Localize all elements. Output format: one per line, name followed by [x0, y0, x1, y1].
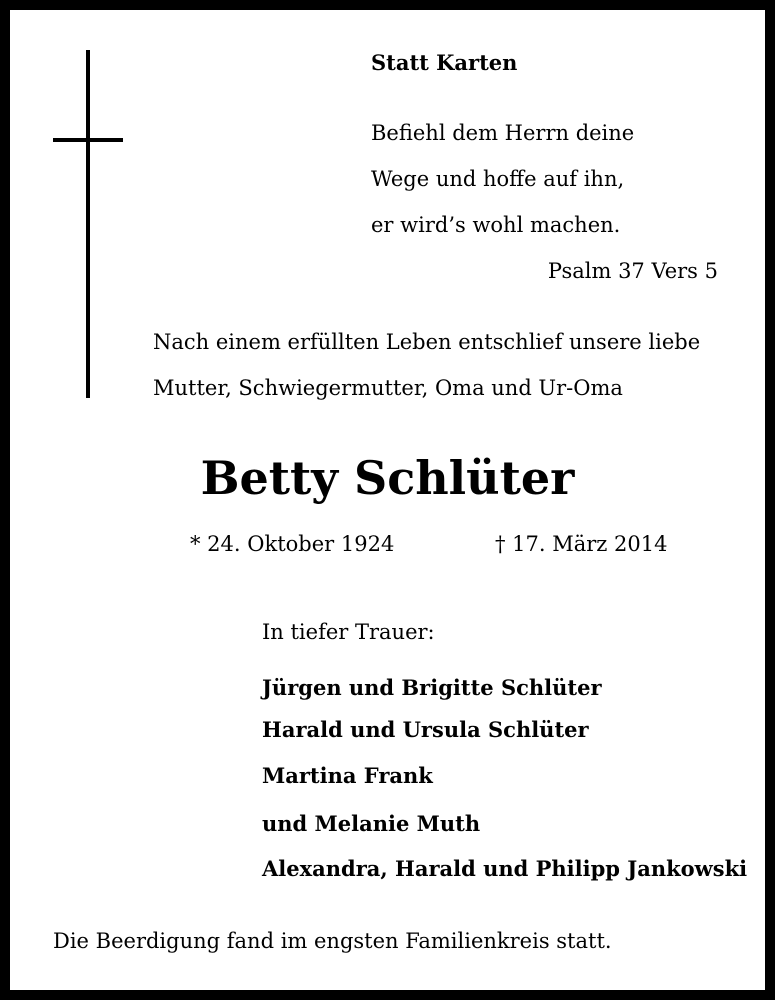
- intro-line: Nach einem erfüllten Leben entschlief unsere liebe: [153, 330, 701, 354]
- mourner-name: Harald und Ursula Schlüter: [262, 717, 589, 742]
- death-date: † 17. März 2014: [495, 532, 668, 556]
- verse-line: Wege und hoffe auf ihn,: [371, 167, 625, 191]
- cross-horizontal-bar: [53, 138, 123, 142]
- mourner-name: und Melanie Muth: [262, 811, 481, 836]
- intro-line: Mutter, Schwiegermutter, Oma und Ur-Oma: [153, 376, 623, 400]
- header-label: Statt Karten: [371, 50, 518, 75]
- mourner-name: Martina Frank: [262, 763, 433, 788]
- funeral-note: Die Beerdigung fand im engsten Familienkreis statt.: [53, 929, 612, 953]
- birth-date: * 24. Oktober 1924: [190, 532, 395, 556]
- mourning-label: In tiefer Trauer:: [262, 620, 435, 644]
- verse-line: Befiehl dem Herrn deine: [371, 121, 635, 145]
- deceased-name: Betty Schlüter: [200, 451, 575, 505]
- cross-vertical-bar: [86, 50, 90, 398]
- mourner-name: Jürgen und Brigitte Schlüter: [262, 675, 602, 700]
- verse-reference: Psalm 37 Vers 5: [547, 259, 718, 283]
- mourner-name: Alexandra, Harald und Philipp Jankowski: [262, 856, 748, 881]
- verse-line: er wird’s wohl machen.: [371, 213, 621, 237]
